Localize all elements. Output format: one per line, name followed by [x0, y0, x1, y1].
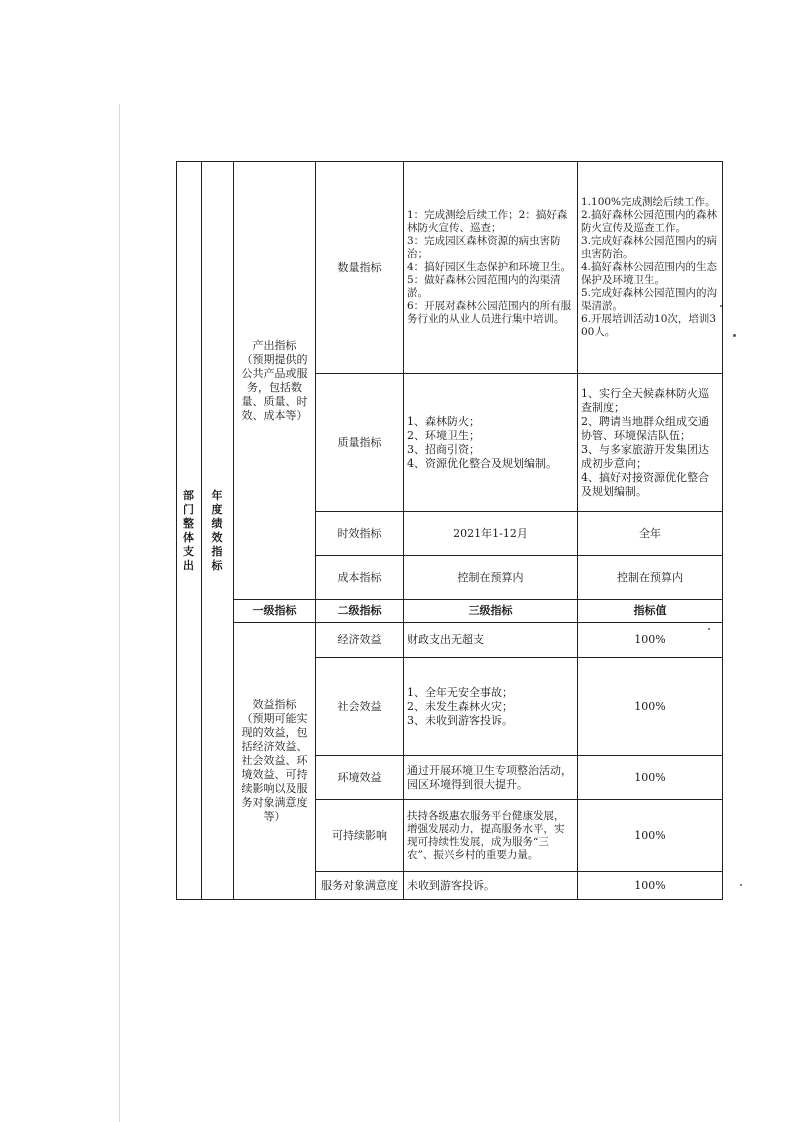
cost-indicator-value: 控制在预算内	[578, 556, 723, 600]
section-label-col-b: 年度绩效指标	[211, 488, 224, 572]
social-benefit-name: 社会效益	[316, 658, 404, 756]
section-label-col-a: 部门整体支出	[183, 488, 195, 572]
header-lvl3: 三级指标	[404, 600, 578, 623]
sustainable-impact-content: 扶持各级惠农服务平台健康发展，增强发展动力，提高服务水平，实现可持续性发展，成为服务“三农”、振兴乡村的重要力量。	[404, 800, 578, 872]
header-value: 指标值	[578, 600, 723, 623]
environmental-benefit-name: 环境效益	[316, 756, 404, 800]
quantity-indicator-value: 1.100%完成测绘后续工作。 2.搞好森林公园范围内的森林防火宣传及巡查工作。 3.完成好森林公园范围内的病虫害防治。 4.搞好森林公园范围内的生态保护及环境卫生。 5.完成好森林公园范围内的沟渠清淤。 6.开展培训活动10次，培训300人。	[578, 162, 723, 374]
economic-benefit-value: 100%	[578, 623, 723, 658]
header-lvl1: 一级指标	[234, 600, 316, 623]
cost-indicator-name: 成本指标	[316, 556, 404, 600]
economic-benefit-name: 经济效益	[316, 623, 404, 658]
sustainable-impact-value: 100%	[578, 800, 723, 872]
benefit-indicator-label: 效益指标 （预期可能实现的效益，包括经济效益、社会效益、环境效益、可持续影响以及服务对象满意度等）	[234, 623, 316, 900]
environmental-benefit-content: 通过开展环境卫生专项整治活动，园区环境得到很大提升。	[404, 756, 578, 800]
scan-page-edge	[119, 104, 120, 1122]
satisfaction-name: 服务对象满意度	[316, 872, 404, 900]
cost-indicator-content: 控制在预算内	[404, 556, 578, 600]
timeliness-indicator-name: 时效指标	[316, 512, 404, 556]
output-indicator-label: 产出指标 （预期提供的公共产品或服务，包括数量、质量、时效、成本等）	[234, 162, 316, 600]
satisfaction-content: 未收到游客投诉。	[404, 872, 578, 900]
timeliness-indicator-content: 2021年1-12月	[404, 512, 578, 556]
satisfaction-value: 100%	[578, 872, 723, 900]
sustainable-impact-name: 可持续影响	[316, 800, 404, 872]
quality-indicator-value: 1、实行全天候森林防火巡查制度； 2、聘请当地群众组成交通协管、环境保洁队伍； 3、与多家旅游开发集团达成初步意向； 4、搞好对接资源优化整合及规划编制。	[578, 374, 723, 512]
quantity-indicator-content: 1：完成测绘后续工作；2：搞好森林防火宣传、巡查； 3：完成园区森林资源的病虫害防治； 4：搞好园区生态保护和环境卫生。 5：做好森林公园范围内的沟渠清淤。 6：开展对森林公园范围内的所有服务行业的从业人员进行集中培训。	[404, 162, 578, 374]
quality-indicator-name: 质量指标	[316, 374, 404, 512]
section-label-annual-performance	[202, 162, 234, 900]
timeliness-indicator-value: 全年	[578, 512, 723, 556]
quality-indicator-content: 1、森林防火； 2、环境卫生； 3、招商引资； 4、资源优化整合及规划编制。	[404, 374, 578, 512]
header-lvl2: 二级指标	[316, 600, 404, 623]
quantity-indicator-name: 数量指标	[316, 162, 404, 374]
environmental-benefit-value: 100%	[578, 756, 723, 800]
economic-benefit-content: 财政支出无超支	[404, 623, 578, 658]
social-benefit-content: 1、全年无安全事故； 2、未发生森林火灾； 3、未收到游客投诉。	[404, 658, 578, 756]
section-label-dept-spending	[177, 162, 202, 900]
social-benefit-value: 100%	[578, 658, 723, 756]
performance-indicator-table	[176, 161, 723, 900]
